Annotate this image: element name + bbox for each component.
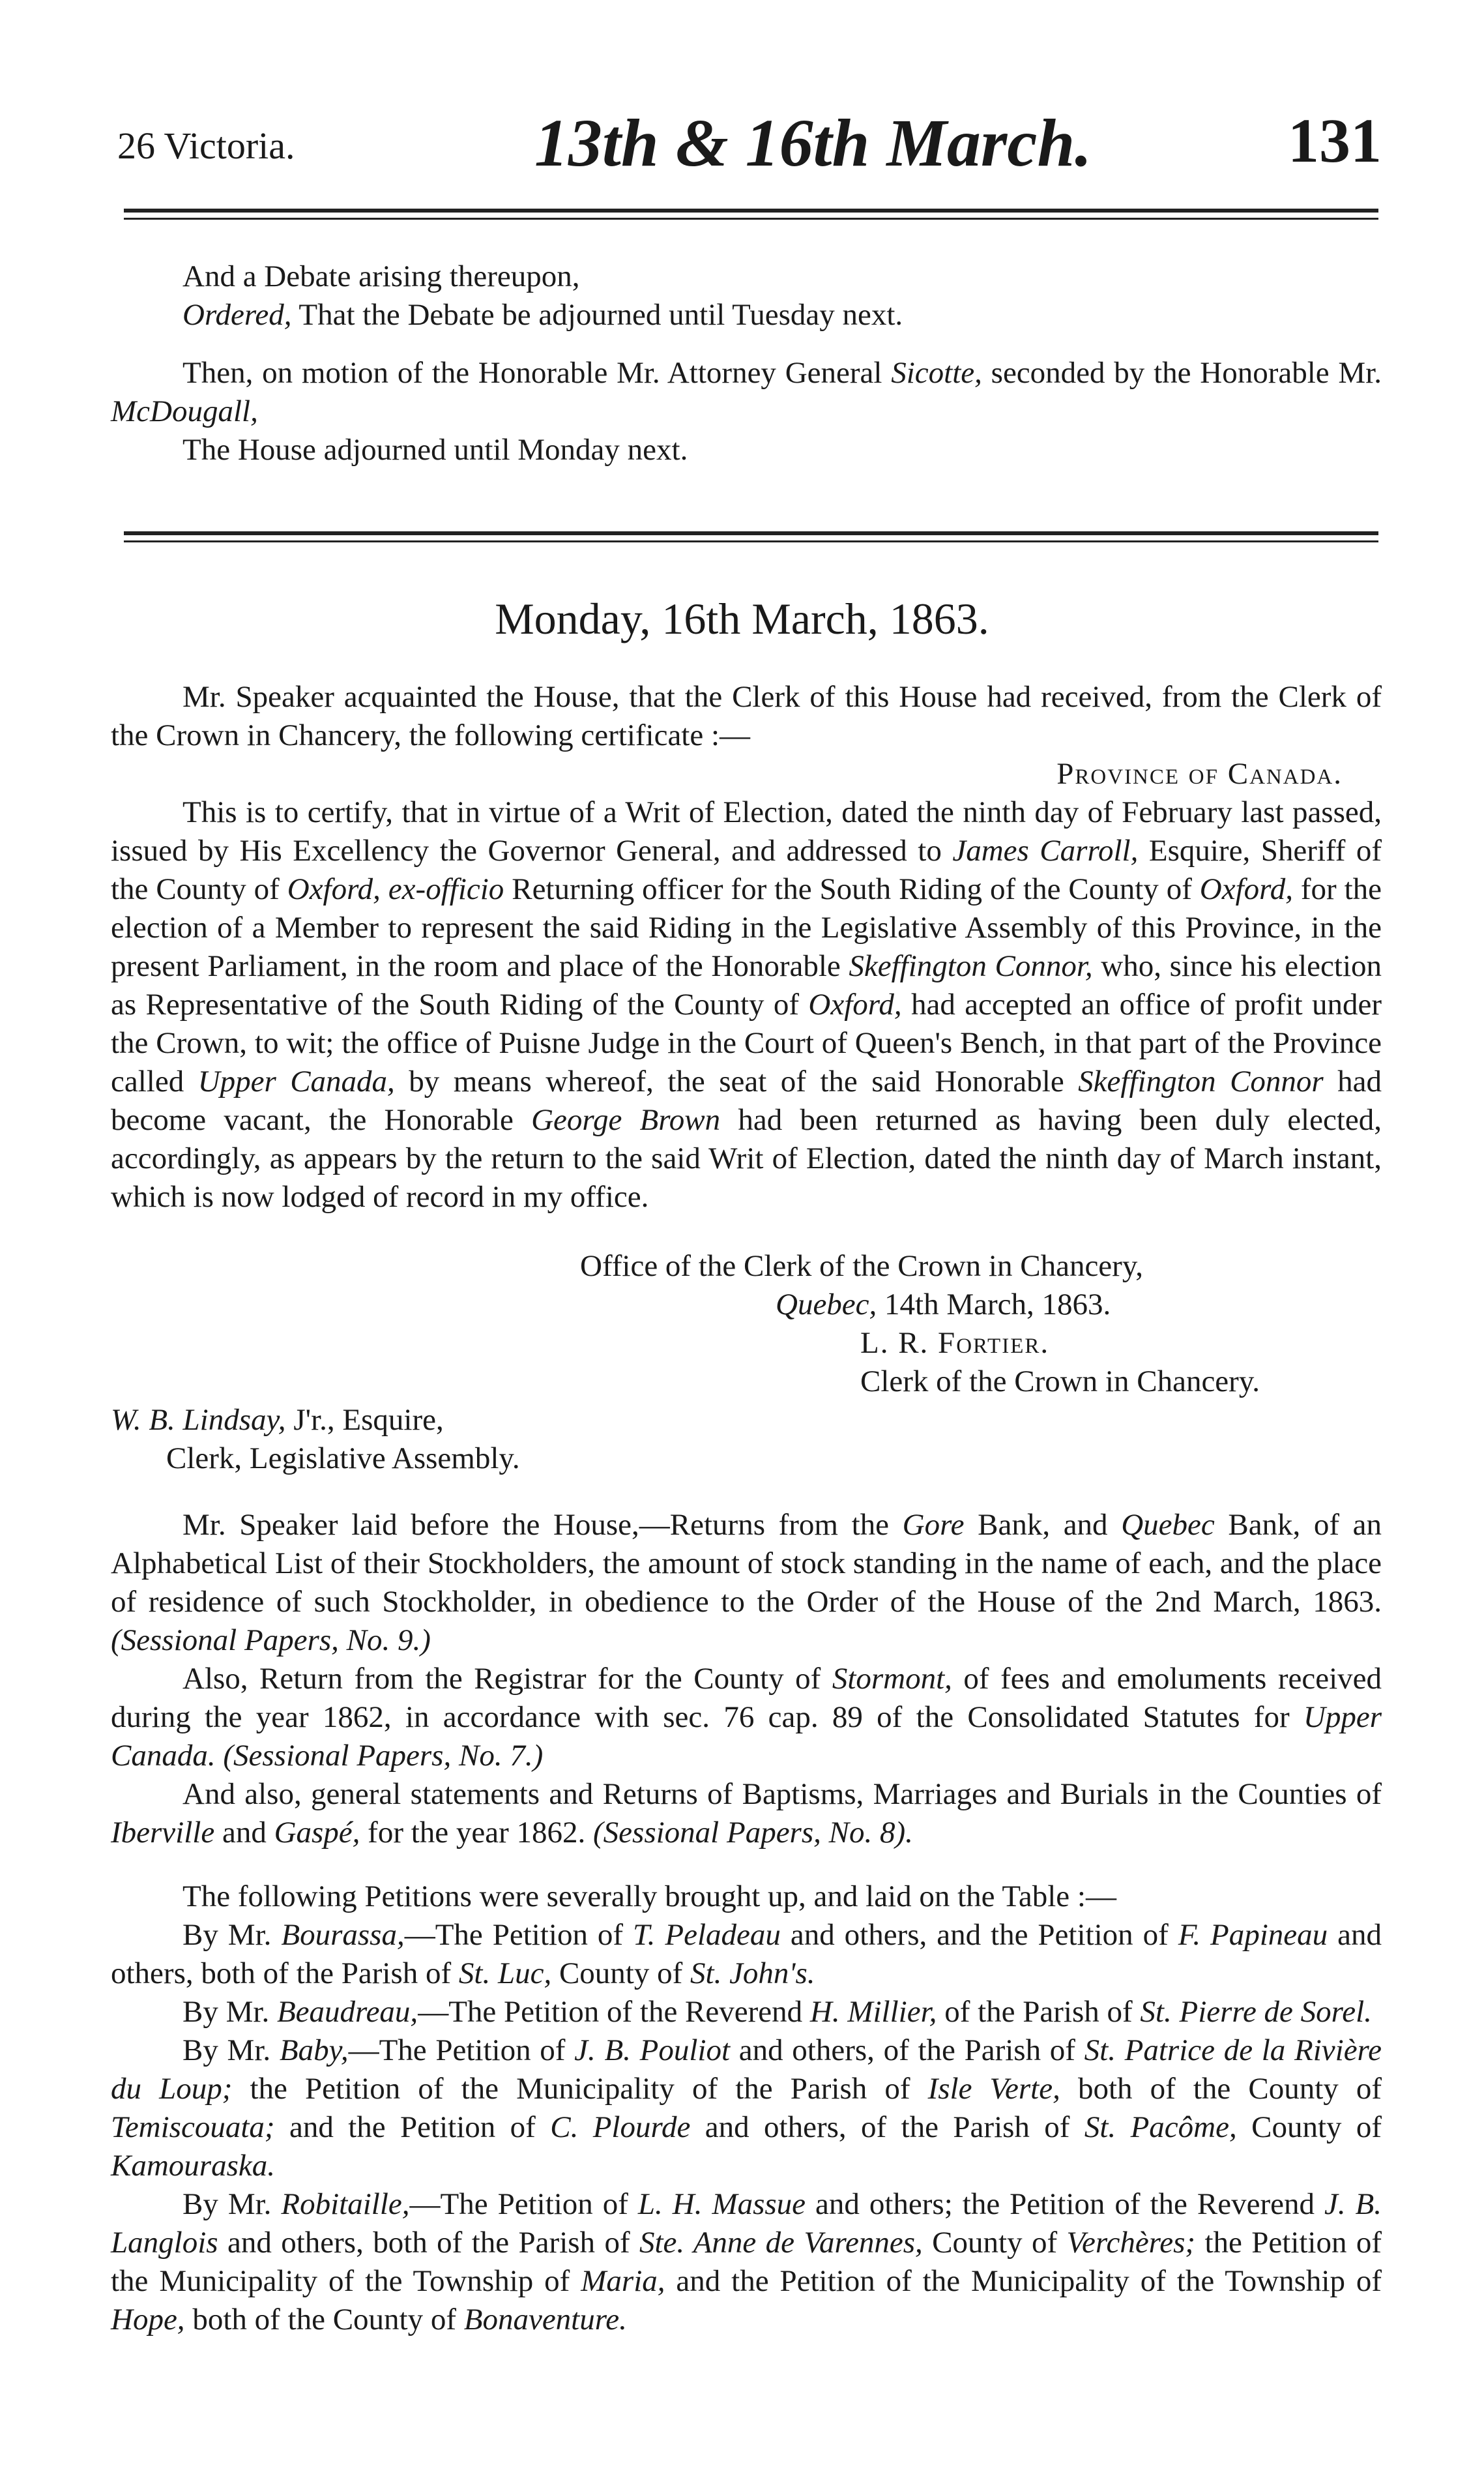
returns-paragraph-baptisms: And also, general statements and Returns of Baptisms, Marriages and Burials in the Counties of Iberville and Gaspé, for the year 1862. (Sessional Papers, No. 8). [111, 1777, 1382, 1850]
returns-paragraph-banks: Mr. Speaker laid before the House,—Returns from the Gore Bank, and Quebec Bank, of an Alphabetical List of their Stockholders, the amount of stock standing in the name of each, and the place of residence of such Stockholder, in obedience to the Order of the House of the 2nd March, 1863. (Sessional Papers, No. 9.) [111, 1508, 1382, 1657]
petitions-intro: The following Petitions were severally brought up, and laid on the Table :— [182, 1879, 1116, 1913]
ordered-line: Ordered, That the Debate be adjourned until Tuesday next. [182, 298, 903, 332]
day-title: Monday, 16th March, 1863. [495, 594, 989, 643]
page-number: 131 [1288, 106, 1382, 175]
returns-section [111, 1506, 1382, 1852]
session-label: 26 Victoria. [117, 125, 295, 167]
place-date-line: Quebec, 14th March, 1863. [776, 1288, 1111, 1321]
certificate-section [111, 678, 1382, 1216]
header-rule-thin [124, 218, 1378, 220]
signer-title: Clerk of the Crown in Chancery. [860, 1364, 1260, 1398]
house-adjourned-line: The House adjourned until Monday next. [182, 433, 688, 467]
motion-paragraph: Then, on motion of the Honorable Mr. Attorney General Sicotte, seconded by the Honorable Mr. McDougall, [111, 356, 1382, 428]
office-line: Office of the Clerk of the Crown in Chancery, [580, 1249, 1144, 1283]
petition-robitaille: By Mr. Robitaille,—The Petition of L. H. Massue and others; the Petition of the Reverend J. B. Langlois and others, both of the Parish of Ste. Anne de Varennes, County of Verchères; the Petition of the Municipality of the Township of Maria, and the Petition of the Municipality of the Township of Hope, both of the County of Bonaventure. [111, 2187, 1382, 2336]
section-rule [124, 531, 1378, 535]
page-header [117, 104, 1382, 183]
returns-paragraph-registrar: Also, Return from the Registrar for the County of Stormont, of fees and emoluments received during the year 1862, in accordance with sec. 76 cap. 89 of the Consolidated Statutes for Upper Canada. (Sessional Papers, No. 7.) [111, 1662, 1382, 1773]
adjournment-section [111, 258, 1382, 469]
signer-name: L. R. Fortier. [860, 1326, 1050, 1360]
petition-beaudreau: By Mr. Beaudreau,—The Petition of the Reverend H. Millier, of the Parish of St. Pierre de Sorel. [182, 1995, 1372, 2029]
petitions-section [111, 1878, 1382, 2339]
addressee-title: Clerk, Legislative Assembly. [166, 1441, 520, 1475]
speaker-intro: Mr. Speaker acquainted the House, that the Clerk of this House had received, from the Clerk of the Crown in Chancery, the following certificate :— [111, 680, 1382, 752]
debate-line: And a Debate arising thereupon, [182, 259, 580, 293]
petition-baby: By Mr. Baby,—The Petition of J. B. Pouliot and others, of the Parish of St. Patrice de la Rivière du Loup; the Petition of the Municipality of the Parish of Isle Verte, both of the County of Temiscouata; and the Petition of C. Plourde and others, of the Parish of St. Pacôme, County of Kamouraska. [111, 2033, 1382, 2183]
addressee-line: W. B. Lindsay, J'r., Esquire, [111, 1403, 444, 1437]
header-rule [124, 209, 1378, 213]
section-rule-thin [124, 540, 1378, 542]
petition-bourassa: By Mr. Bourassa,—The Petition of T. Peladeau and others, and the Petition of F. Papineau and others, both of the Parish of St. Luc, County of St. John's. [111, 1918, 1382, 1990]
province-line: Province of Canada. [1056, 757, 1343, 791]
certificate-body: This is to certify, that in virtue of a Writ of Election, dated the ninth day of February last passed, issued by His Excellency the Governor General, and addressed to James Carroll, Esquire, Sheriff of the County of Oxford, ex-officio Returning officer for the South Riding of the County of Oxford, for the election of a Member to represent the said Riding in the Legislative Assembly of this Province, in the present Parliament, in the room and place of the Honorable Skeffington Connor, who, since his election as Representative of the South Riding of the County of Oxford, had accepted an office of profit under the Crown, to wit; the office of Puisne Judge in the Court of Queen's Bench, in that part of the Province called Upper Canada, by means whereof, the seat of the said Honorable Skeffington Connor had become vacant, the Honorable George Brown had been returned as having been duly elected, accordingly, as appears by the return to the said Writ of Election, dated the ninth day of March instant, which is now lodged of record in my office. [111, 795, 1382, 1214]
date-heading: 13th & 16th March. [534, 106, 1092, 181]
